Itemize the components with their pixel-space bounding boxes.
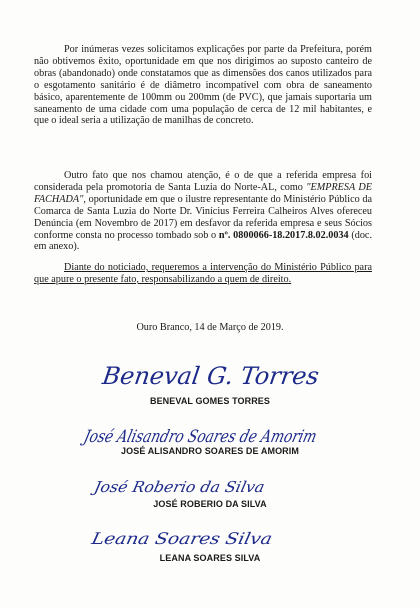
signer-name-4: LEANA SOARES SILVA (159, 553, 261, 563)
p2-text-middle: , oportunidade em que o ilustre representante do Ministério Público da Comarca de Santa Luzia do Norte Dr. Vinícius Ferreira Calheiros Alves ofereceu Denúncia (em Novembro de 2017) em desfavor da referida empresa e seus Sócios conforme consta no processo tombado sob o (34, 193, 372, 241)
paragraph-facade-company (34, 170, 372, 253)
p2-process-number: nº. 0800066-18.2017.8.02.0034 (218, 229, 349, 241)
signature-handwriting: José Roberio da Silva (92, 478, 258, 496)
paragraph-request: Diante do noticiado, requeremos a intervenção do Ministério Público para que apure o presente fato, responsabilizando a quem de direito. (34, 262, 372, 285)
signature-leana (90, 520, 290, 554)
signature-handwriting: José Alisandro Soares de Amorim (81, 427, 375, 447)
p2-text-start: Outro fato que nos chamou atenção, é o de que a referida empresa foi considerada pela promotoria de Santa Luzia do Norte-AL, como (34, 170, 372, 193)
date-line: Ouro Branco, 14 de Março de 2019. (136, 322, 284, 333)
signature-handwriting: Beneval G. Torres (100, 362, 321, 390)
signer-name-1: BENEVAL GOMES TORRES (149, 396, 271, 406)
p2-text-end: (doc. em anexo). (34, 229, 372, 253)
signature-handwriting: Leana Soares Silva (90, 529, 249, 548)
signature-beneval (98, 352, 328, 394)
p2-italic-facade: "EMPRESA DE FACHADA" (34, 181, 372, 205)
signer-name-3: JOSÉ ROBERIO DA SILVA (153, 499, 267, 509)
signer-name-2: JOSÉ ALISANDRO SOARES DE AMORIM (121, 446, 299, 456)
signature-jose-roberio (92, 470, 282, 502)
paragraph-explanations: Por inúmeras vezes solicitamos explicações por parte da Prefeitura, porém não obtivemos êxito, oportunidade em que nos dirigimos ao suposto canteiro de obras (abandonado) onde constatamos que as dimensões dos canos utilizados para o esgotamento sanitário é de diâmetro incompatível com obra de saneamento básico, aparentemente de 100mm ou 200mm (de PVC), que jamais suportaria um saneamento de uma cidade com uma população de cerca de 12 mil habitantes, e que o ideal seria a utilização de manilhas de concreto. (34, 44, 372, 127)
